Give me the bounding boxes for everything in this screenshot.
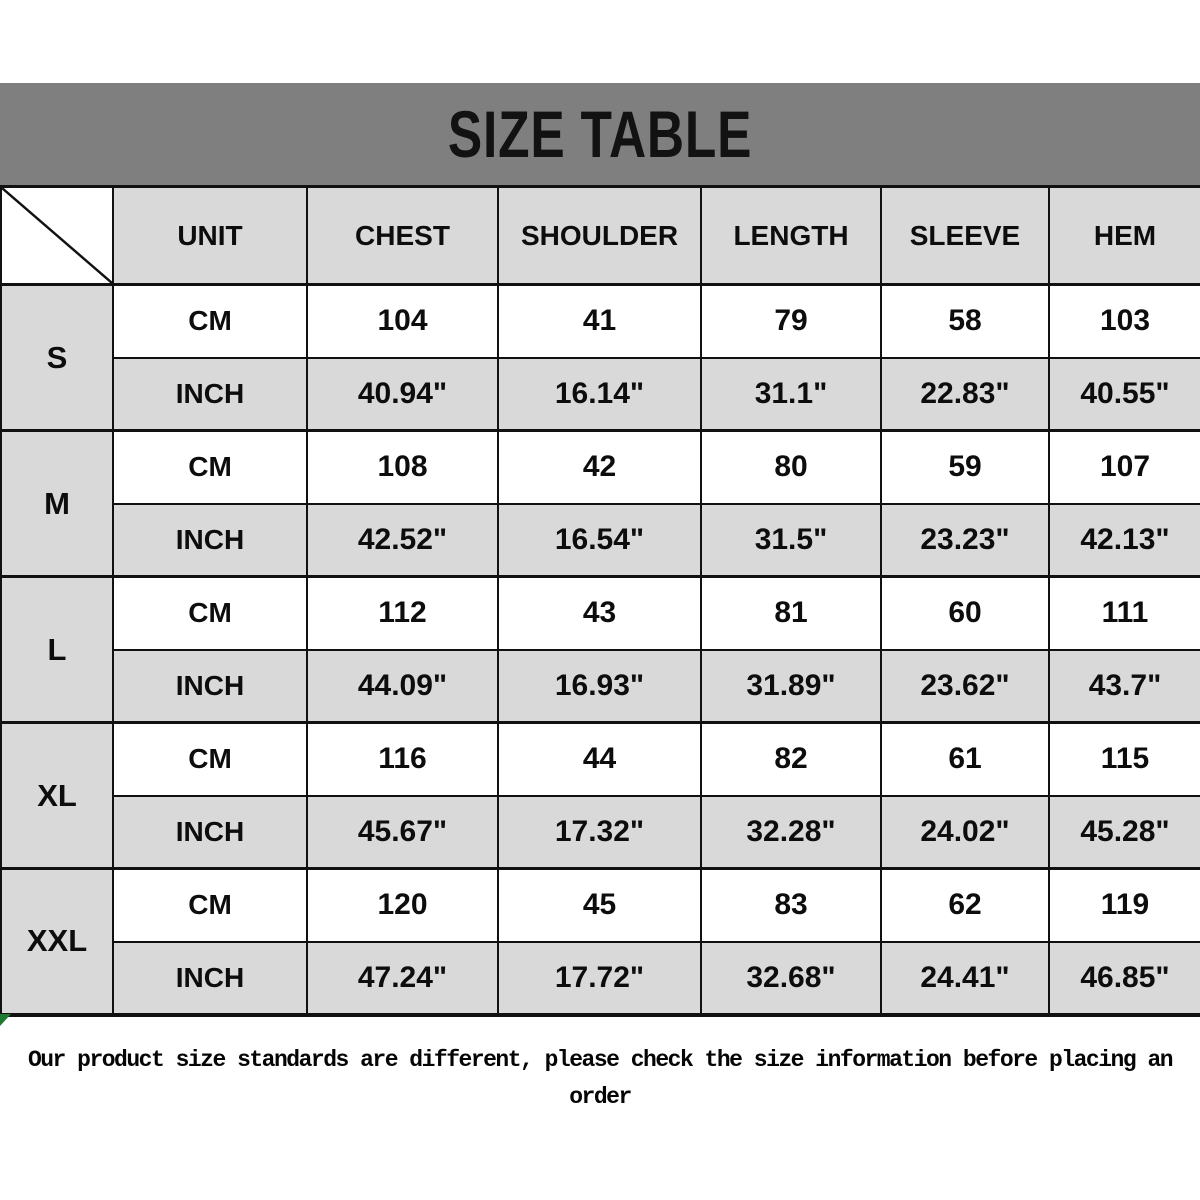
size-note-line1: Our product size standards are different, please check the size information before placing an: [27, 1047, 1173, 1073]
value-shoulder: 16.93": [498, 650, 701, 723]
row-m-cm: [1, 431, 1200, 504]
unit-label: INCH: [113, 358, 307, 431]
value-length: 31.89": [701, 650, 881, 723]
value-length: 32.68": [701, 942, 881, 1015]
value-hem: 119: [1049, 869, 1200, 942]
size-label-xl: XL: [1, 723, 113, 869]
size-note: [0, 1042, 1200, 1116]
row-l-cm: [1, 577, 1200, 650]
value-hem: 43.7": [1049, 650, 1200, 723]
value-shoulder: 17.72": [498, 942, 701, 1015]
value-sleeve: 24.02": [881, 796, 1049, 869]
value-length: 32.28": [701, 796, 881, 869]
value-shoulder: 45: [498, 869, 701, 942]
value-hem: 40.55": [1049, 358, 1200, 431]
value-chest: 47.24": [307, 942, 498, 1015]
value-length: 82: [701, 723, 881, 796]
value-chest: 112: [307, 577, 498, 650]
unit-label: INCH: [113, 942, 307, 1015]
value-sleeve: 23.23": [881, 504, 1049, 577]
value-sleeve: 22.83": [881, 358, 1049, 431]
unit-label: CM: [113, 577, 307, 650]
value-length: 80: [701, 431, 881, 504]
value-sleeve: 59: [881, 431, 1049, 504]
row-m-inch: [1, 504, 1200, 577]
row-s-inch: [1, 358, 1200, 431]
value-length: 79: [701, 285, 881, 358]
row-xxl-cm: [1, 869, 1200, 942]
row-s-cm: [1, 285, 1200, 358]
size-label-l: L: [1, 577, 113, 723]
col-header-sleeve: SLEEVE: [881, 187, 1049, 285]
value-hem: 111: [1049, 577, 1200, 650]
col-header-unit: UNIT: [113, 187, 307, 285]
value-hem: 115: [1049, 723, 1200, 796]
value-length: 31.5": [701, 504, 881, 577]
value-chest: 40.94": [307, 358, 498, 431]
unit-label: INCH: [113, 650, 307, 723]
unit-label: INCH: [113, 796, 307, 869]
value-hem: 46.85": [1049, 942, 1200, 1015]
value-sleeve: 23.62": [881, 650, 1049, 723]
value-sleeve: 58: [881, 285, 1049, 358]
col-header-length: LENGTH: [701, 187, 881, 285]
col-header-hem: HEM: [1049, 187, 1200, 285]
value-hem: 42.13": [1049, 504, 1200, 577]
value-shoulder: 43: [498, 577, 701, 650]
row-xl-cm: [1, 723, 1200, 796]
size-table: [0, 185, 1200, 1017]
value-chest: 120: [307, 869, 498, 942]
value-sleeve: 60: [881, 577, 1049, 650]
unit-label: CM: [113, 869, 307, 942]
col-header-shoulder: SHOULDER: [498, 187, 701, 285]
value-hem: 45.28": [1049, 796, 1200, 869]
unit-label: INCH: [113, 504, 307, 577]
row-l-inch: [1, 650, 1200, 723]
green-corner-artifact: [0, 1014, 11, 1026]
page-title: SIZE TABLE: [447, 97, 753, 171]
size-label-m: M: [1, 431, 113, 577]
value-chest: 104: [307, 285, 498, 358]
value-sleeve: 62: [881, 869, 1049, 942]
row-xxl-inch: [1, 942, 1200, 1015]
value-chest: 116: [307, 723, 498, 796]
value-shoulder: 16.54": [498, 504, 701, 577]
title-banner: [0, 83, 1200, 185]
value-chest: 44.09": [307, 650, 498, 723]
unit-label: CM: [113, 723, 307, 796]
value-shoulder: 17.32": [498, 796, 701, 869]
value-hem: 103: [1049, 285, 1200, 358]
size-label-s: S: [1, 285, 113, 431]
row-xl-inch: [1, 796, 1200, 869]
value-shoulder: 41: [498, 285, 701, 358]
diagonal-divider-icon: [2, 188, 112, 283]
value-hem: 107: [1049, 431, 1200, 504]
unit-label: CM: [113, 431, 307, 504]
value-chest: 45.67": [307, 796, 498, 869]
value-sleeve: 24.41": [881, 942, 1049, 1015]
value-length: 83: [701, 869, 881, 942]
unit-label: CM: [113, 285, 307, 358]
size-note-line2: order: [569, 1084, 631, 1110]
value-chest: 108: [307, 431, 498, 504]
value-length: 81: [701, 577, 881, 650]
corner-cell: [1, 187, 113, 285]
value-length: 31.1": [701, 358, 881, 431]
size-label-xxl: XXL: [1, 869, 113, 1015]
col-header-chest: CHEST: [307, 187, 498, 285]
value-shoulder: 16.14": [498, 358, 701, 431]
table-header-row: [1, 187, 1200, 285]
value-chest: 42.52": [307, 504, 498, 577]
value-sleeve: 61: [881, 723, 1049, 796]
value-shoulder: 44: [498, 723, 701, 796]
value-shoulder: 42: [498, 431, 701, 504]
